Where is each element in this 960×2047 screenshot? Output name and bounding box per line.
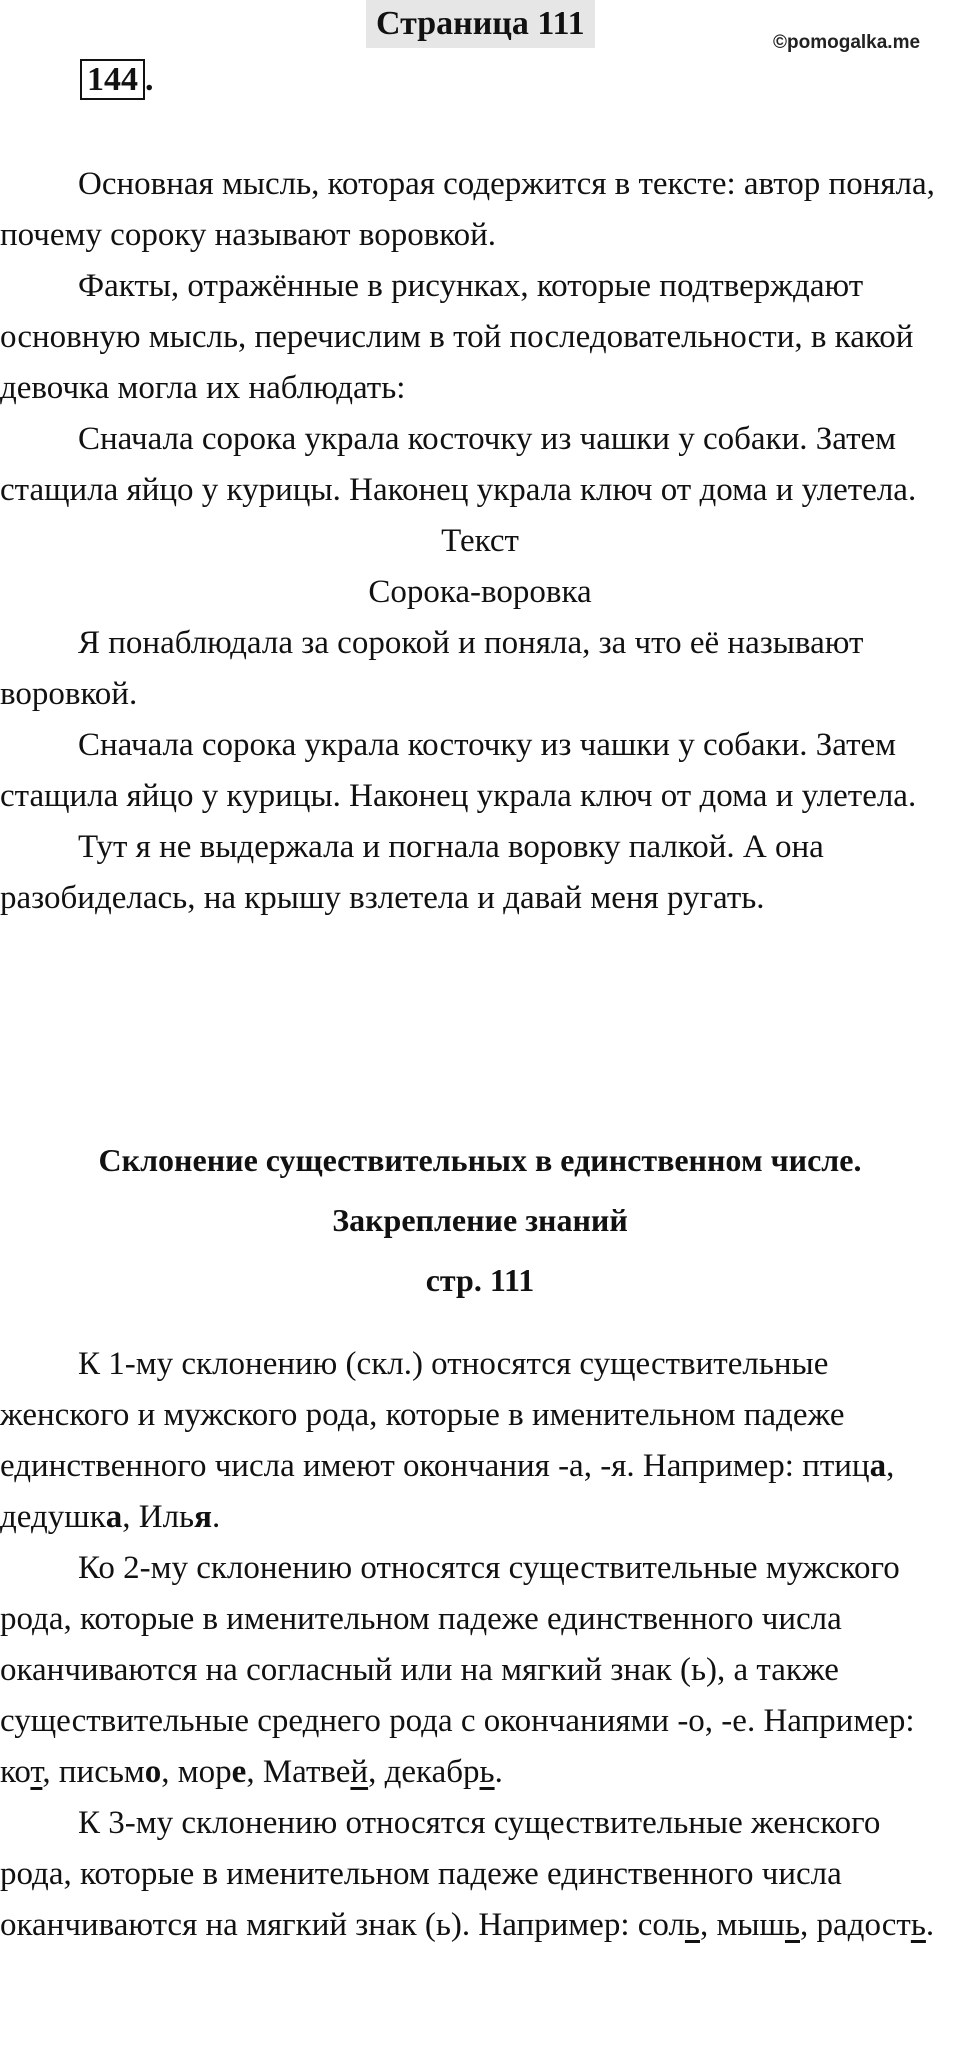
word-ending: а (105, 1499, 123, 1535)
declension-2-paragraph: Ко 2-му склонению относятся существительные мужского рода, которые в именительном падеже единственного числа оканчиваются на согласный или на мягкий знак (ь), а также существительные среднего рода с окончаниями -о, -е. Например: кот, письмо, море, Матвей, декабрь. (0, 1550, 915, 1790)
task-answer (0, 159, 960, 924)
word-ending: я (194, 1499, 212, 1535)
example-word: море (177, 1754, 247, 1790)
example-word: Илья (138, 1499, 212, 1535)
declension-rules (0, 1339, 960, 1951)
story-title: Сорока-воровка (368, 574, 592, 610)
facts-list-paragraph: Сначала сорока украла косточку из чашки у собаки. Затем стащила яйцо у курицы. Наконец украла ключ от дома и улетела. (0, 421, 917, 508)
page-title: Страница 111 (366, 0, 595, 48)
word-ending: а (869, 1448, 887, 1484)
example-word: соль (637, 1907, 700, 1943)
example-word: письмо (58, 1754, 162, 1790)
declension-2-text: Ко 2-му склонению относятся существительные мужского рода, которые в именительном падеже единственного числа оканчиваются на согласный или на мягкий знак (ь), а также существительные среднего рода с окончаниями -о, -е. (0, 1550, 900, 1739)
zero-ending: т (30, 1754, 43, 1790)
example-label: Например: (478, 1907, 630, 1943)
example-word: дедушка (0, 1499, 123, 1535)
zero-ending: ь (910, 1907, 926, 1943)
example-label: Например: (642, 1448, 794, 1484)
example-word: Матвей (262, 1754, 369, 1790)
section-heading (0, 1130, 960, 1310)
zero-ending: ь (479, 1754, 495, 1790)
section-title-line-1: Склонение существительных в единственном числе. (98, 1142, 862, 1178)
zero-ending: ь (784, 1907, 801, 1943)
facts-paragraph: Факты, отражённые в рисунках, которые подтверждают основную мысль, перечислим в той последовательности, в какой девочка могла их наблюдать: (0, 268, 914, 406)
example-label: Например: (763, 1703, 915, 1739)
word-ending: е (231, 1754, 247, 1790)
section-title-line-2: Закрепление знаний (332, 1202, 628, 1238)
declension-3-text: К 3-му склонению относятся существительные женского рода, которые в именительном падеже единственного числа оканчиваются на мягкий знак (ь). (0, 1805, 881, 1943)
task-number (80, 60, 154, 100)
example-word: декабрь (384, 1754, 495, 1790)
declension-1-text: К 1-му склонению (скл.) относятся существительные женского и мужского рода, которые в именительном падеже единственного числа имеют окончания -а, -я. (0, 1346, 845, 1484)
story-paragraph-3: Тут я не выдержала и погнала воровку палкой. А она разобиделась, на крышу взлетела и давай меня ругать. (0, 829, 824, 916)
watermark: ©pomogalka.me (773, 32, 921, 53)
declension-1-paragraph: К 1-му склонению (скл.) относятся существительные женского и мужского рода, которые в именительном падеже единственного числа имеют окончания -а, -я. Например: птица, дедушка, Илья. (0, 1346, 895, 1535)
zero-ending: ь (684, 1907, 700, 1943)
declension-3-paragraph: К 3-му склонению относятся существительные женского рода, которые в именительном падеже единственного числа оканчиваются на мягкий знак (ь). Например: соль, мышь, радость. (0, 1805, 935, 1943)
story-paragraph-1: Я понаблюдала за сорокой и поняла, за что её называют воровкой. (0, 625, 864, 712)
example-word: птица (802, 1448, 887, 1484)
story-paragraph-2: Сначала сорока украла косточку из чашки у собаки. Затем стащила яйцо у курицы. Наконец украла ключ от дома и улетела. (0, 727, 917, 814)
text-label: Текст (441, 523, 519, 559)
example-word: мышь (716, 1907, 801, 1943)
task-number-box: 144 (80, 59, 145, 100)
main-idea-paragraph: Основная мысль, которая содержится в тексте: автор поняла, почему сороку называют воровкой. (0, 166, 935, 253)
zero-ending: й (350, 1754, 369, 1790)
task-number-suffix: . (145, 61, 154, 98)
example-word: кот (0, 1754, 43, 1790)
word-ending: о (144, 1754, 162, 1790)
example-word: радость (816, 1907, 926, 1943)
section-page-ref: стр. 111 (425, 1262, 535, 1298)
